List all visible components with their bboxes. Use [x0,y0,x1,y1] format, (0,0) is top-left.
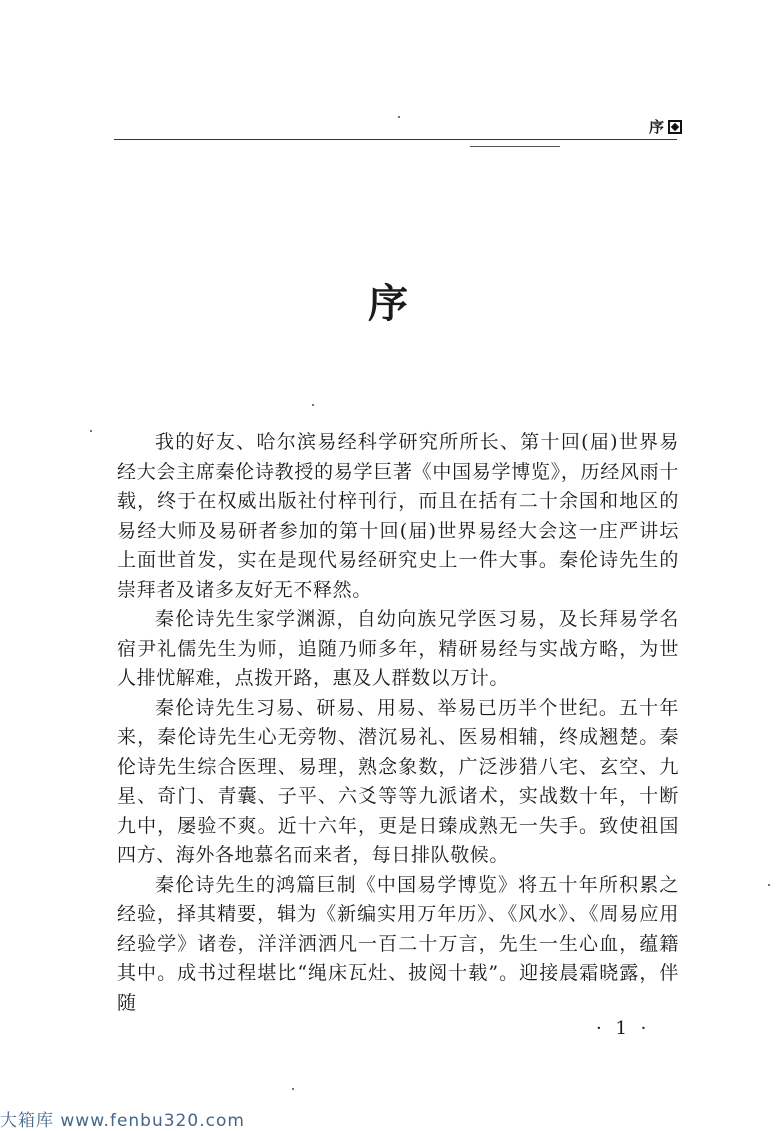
square-ornament-icon [668,120,682,134]
paragraph: 我的好友、哈尔滨易经科学研究所所长、第十回(届)世界易经大会主席秦伦诗教授的易学巨著《中国易学博览》，历经风雨十载，终于在权威出版社付梓刊行，而且在括有二十余国和地区的易经大师及易研者参加的第十回(届)世界易经大会这一庄严讲坛上面世首发，实在是现代易经研究史上一件大事。秦伦诗先生的崇拜者及诸多友好无不释然。 [117,431,679,601]
scan-speck [312,404,314,406]
running-head [649,116,682,137]
header-sub-rule [470,146,560,147]
watermark: 大箱库 www.fenbu320.com [0,1111,245,1131]
paragraph: 秦伦诗先生家学渊源，自幼向族兄学医习易，及长拜易学名宿尹礼儒先生为师，追随乃师多年，精研易经与实战方略，为世人排忧解难，点拨开路，惠及人群数以万计。 [117,608,679,689]
running-head-label: 序 [648,118,664,136]
page-number: · 1 · [596,1018,651,1039]
body-text [117,428,679,1018]
scan-speck [90,430,92,432]
scan-speck [398,116,400,118]
paragraph: 秦伦诗先生的鸿篇巨制《中国易学博览》将五十年所积累之经验，择其精要，辑为《新编实用万年历》、《风水》、《周易应用经验学》诸卷，洋洋洒洒凡一百二十万言，先生一生心血，蕴籍其中。成书过程堪比“绳床瓦灶、披阅十载”。迎接晨霜晓露，伴随 [117,873,679,1014]
scan-speck [292,1088,294,1090]
paragraph: 秦伦诗先生习易、研易、用易、举易已历半个世纪。五十年来，秦伦诗先生心无旁物、潜沉易礼、医易相辅，终成翘楚。秦伦诗先生综合医理、易理，熟念象数，广泛涉猎八宅、玄空、九星、奇门、青囊、子平、六爻等等九派诸术，实战数十年，十断九中，屡验不爽。近十六年，更是日臻成熟无一失手。致使祖国四方、海外各地慕名而来者，每日排队敬候。 [117,696,679,866]
scan-speck [768,884,770,886]
page-title: 序 [368,280,410,327]
header-rule [114,139,677,140]
